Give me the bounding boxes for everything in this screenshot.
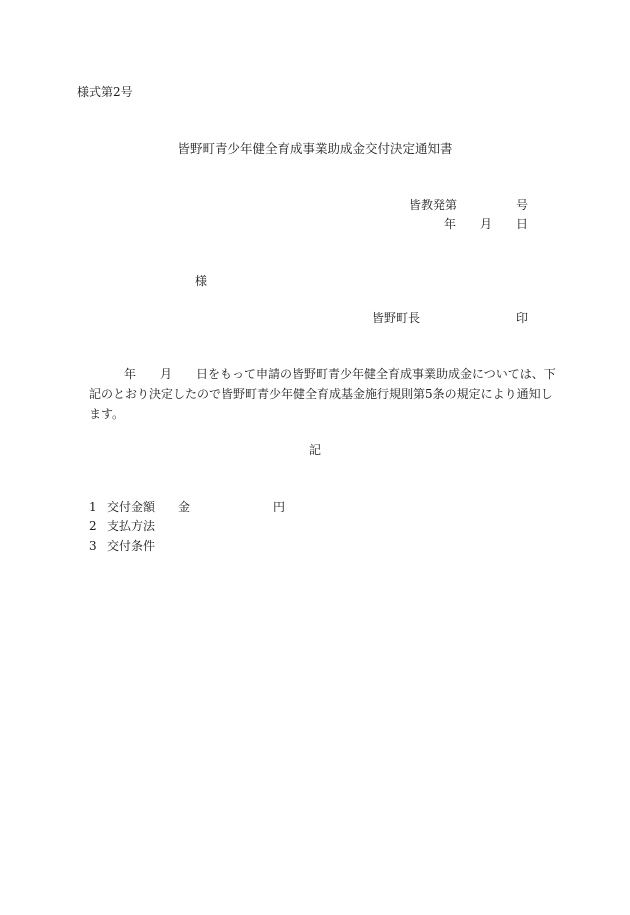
- list-item: [0, 501, 630, 515]
- amount-unit: 円: [273, 500, 286, 514]
- item-label: 交付金額: [107, 500, 156, 514]
- form-number: 様式第2号: [77, 85, 133, 99]
- item-label: 交付条件: [107, 539, 156, 553]
- date-year-label: 年: [444, 217, 457, 231]
- item-label: 支払方法: [107, 519, 156, 533]
- item-number: 1: [89, 500, 97, 514]
- ki-heading: 記: [308, 443, 321, 457]
- issuer-name: 皆野町長: [372, 311, 421, 325]
- recipient-honorific: 様: [195, 274, 208, 288]
- body-paragraph-line-1: [0, 368, 630, 382]
- body-paragraph-line-2: 記のとおり決定したので皆野町青少年健全育成基金施行規則第5条の規定により通知し: [89, 387, 553, 401]
- reference-suffix: 号: [516, 198, 529, 212]
- amount-prefix: 金: [178, 500, 191, 514]
- reference-prefix: 皆教発第: [409, 198, 458, 212]
- document-title: 皆野町青少年健全育成事業助成金交付決定通知書: [177, 141, 453, 156]
- list-item: [0, 540, 630, 554]
- body-month-label: 月: [160, 367, 173, 381]
- date-day-label: 日: [516, 217, 529, 231]
- body-line-1-text: 日をもって申請の皆野町青少年健全育成事業助成金については、下: [196, 367, 556, 381]
- item-number: 2: [89, 519, 97, 533]
- date-month-label: 月: [480, 217, 493, 231]
- reference-number-row: [0, 199, 630, 213]
- issue-date-row: [0, 218, 630, 232]
- seal-mark: 印: [516, 311, 529, 325]
- list-item: [0, 520, 630, 534]
- body-year-label: 年: [124, 367, 137, 381]
- body-paragraph-line-3: ます。: [89, 407, 125, 421]
- item-number: 3: [89, 539, 97, 553]
- issuer-row: [0, 312, 630, 326]
